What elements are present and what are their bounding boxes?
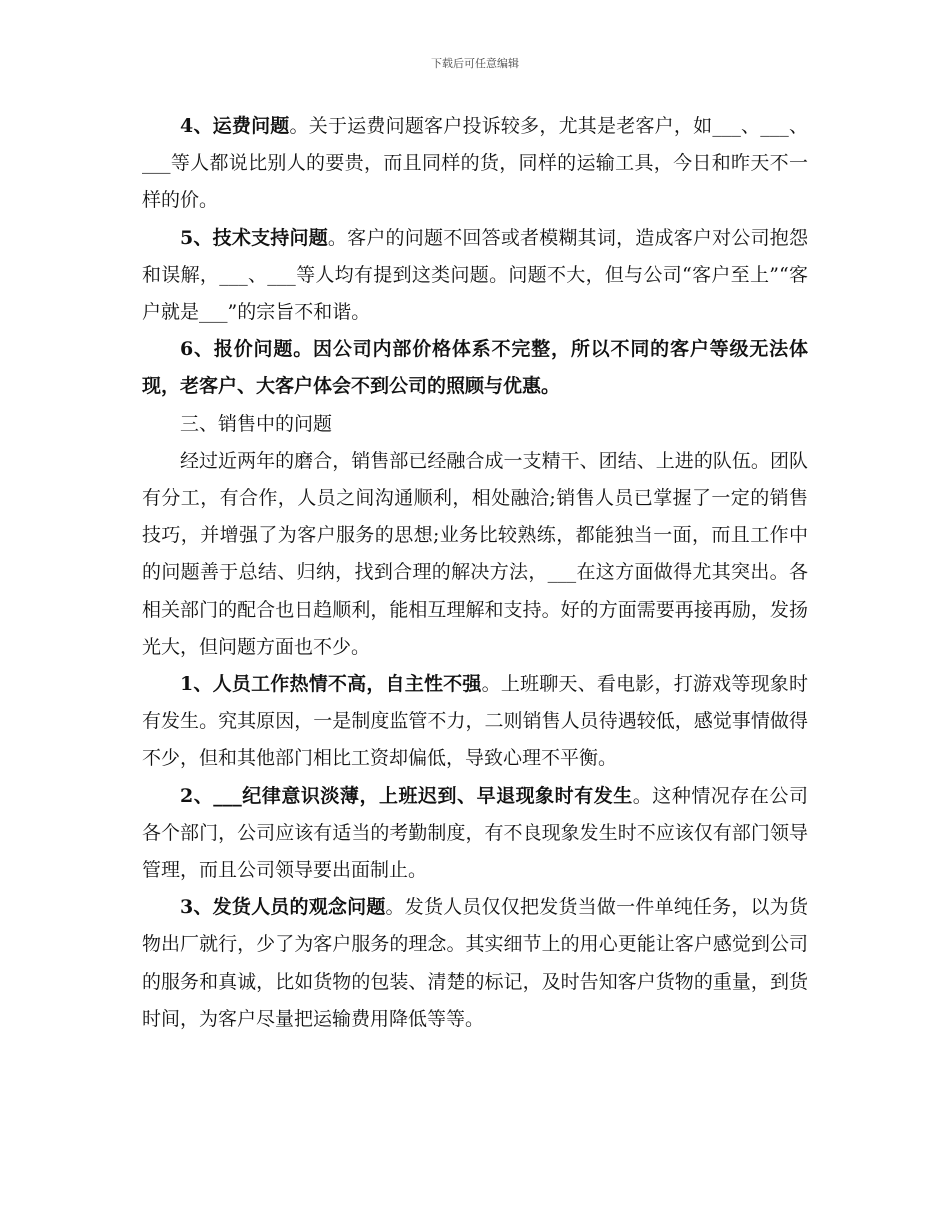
- paragraph-freight: 4、运费问题。关于运费问题客户投诉较多，尤其是老客户，如___、___、___等人都说比别人的要贵，而且同样的货，同样的运输工具，今日和昨天不一样的价。: [142, 115, 808, 212]
- heading-tech-support: 5、技术支持问题: [180, 226, 328, 249]
- heading-freight: 4、运费问题: [180, 115, 290, 137]
- paragraph-discipline: 2、___纪律意识淡薄，上班迟到、早退现象时有发生。这种情况存在公司各个部门，公司应该有适当的考勤制度，有不良现象发生时不应该仅有部门领导管理，而且公司领导要出面制止。: [142, 784, 808, 882]
- heading-shipping-staff: 3、发货人员的观念问题: [180, 896, 386, 919]
- paragraph-pricing: [142, 331, 808, 405]
- heading-discipline: 2、___纪律意识淡薄，上班迟到、早退现象时有发生: [180, 784, 633, 807]
- paragraph-tech-support: 5、技术支持问题。客户的问题不回答或者模糊其词，造成客户对公司抱怨和误解，___、___等人均有提到这类问题。问题不大，但与公司“客户至上”“客户就是___”的宗旨不和谐。: [142, 226, 808, 324]
- page-header: 下载后可任意编辑: [431, 57, 519, 70]
- paragraph-sales-overview: 经过近两年的磨合，销售部已经融合成一支精干、团结、上进的队伍。团队有分工，有合作，人员之间沟通顺利，相处融洽;销售人员已掌握了一定的销售技巧，并增强了为客户服务的思想;业务比较熟练，都能独当一面，而且工作中的问题善于总结、归纳，找到合理的解决方法，___在这方面做得尤其突出。各相关部门的配合也日趋顺利，能相互理解和支持。好的方面需要再接再励，发扬光大，但问题方面也不少。: [142, 449, 808, 658]
- heading-pricing: 6、报价问题。因公司内部价格体系不完整，所以不同的客户等级无法体现，老客户、大客户体会不到公司的照顾与优惠。: [142, 338, 808, 398]
- document-body: [142, 108, 808, 1038]
- paragraph-work-enthusiasm: 1、人员工作热情不高，自主性不强。上班聊天、看电影，打游戏等现象时有发生。究其原因，一是制度监管不力，二则销售人员待遇较低，感觉事情做得不少，但和其他部门相比工资却偏低，导致心理不平衡。: [142, 673, 808, 770]
- section-title-sales-issues: 三、销售中的问题: [180, 412, 333, 435]
- heading-work-enthusiasm: 1、人员工作热情不高，自主性不强: [180, 673, 482, 696]
- paragraph-shipping-staff: 3、发货人员的观念问题。发货人员仅仅把发货当做一件单纯任务，以为货物出厂就行，少了为客户服务的理念。其实细节上的用心更能让客户感觉到公司的服务和真诚，比如货物的包装、清楚的标记，及时告知客户货物的重量，到货时间，为客户尽量把运输费用降低等等。: [142, 896, 808, 1030]
